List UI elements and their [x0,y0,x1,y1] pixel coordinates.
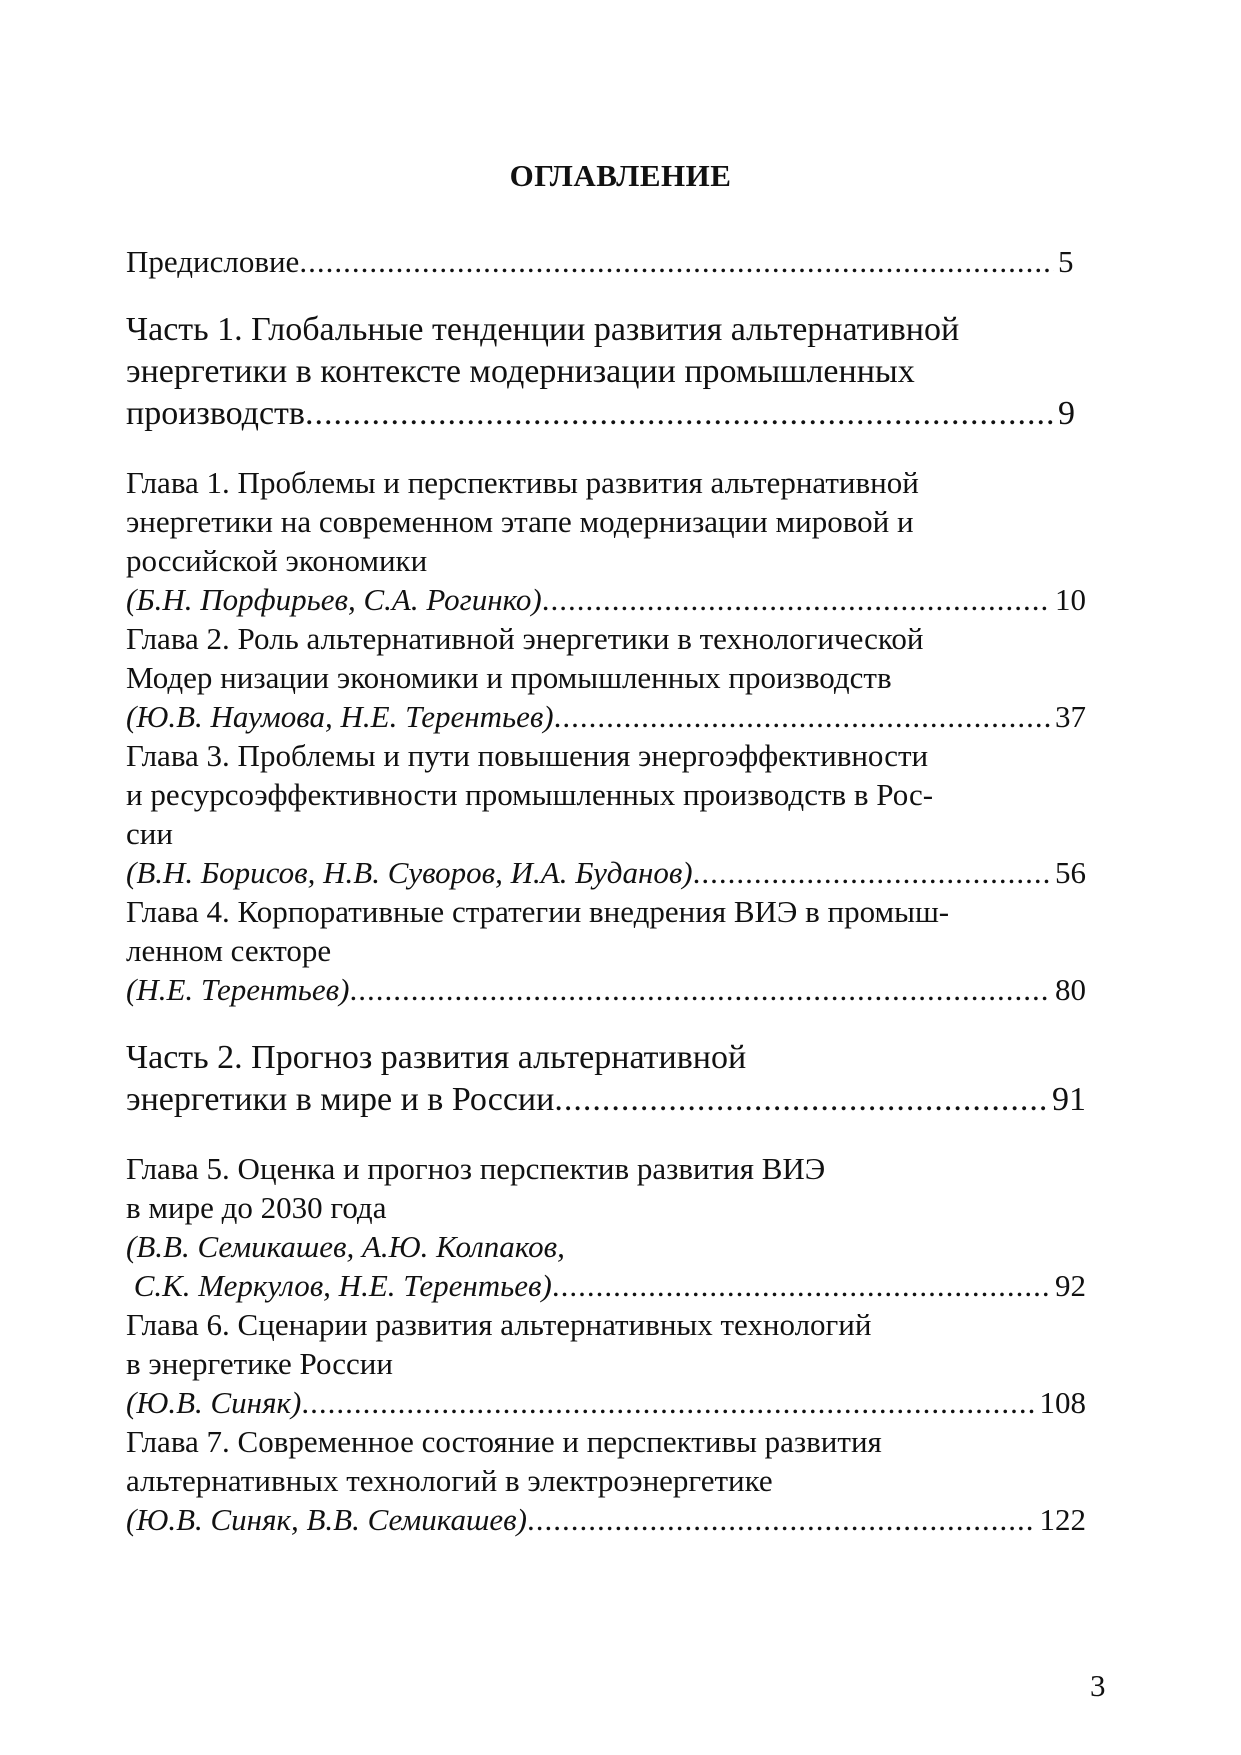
toc-entry-line: энергетики на современном этапе модернизации мировой и [126,504,914,539]
toc-entry-line: ленном секторе [126,933,332,968]
dot-leader [305,393,1054,435]
toc-entry-line: альтернативных технологий в электроэнергетике [126,1463,773,1498]
toc-page-number: 37 [1055,699,1086,734]
toc-authors: (Ю.В. Синяк) [126,1385,302,1420]
toc-authors: (Ю.В. Синяк, В.В. Семикашев) [126,1502,527,1537]
toc-entry-line: Глава 3. Проблемы и пути повышения энергоэффективности [126,738,929,773]
toc-entry-part-1[interactable] [126,309,1086,435]
dot-leader [299,242,1054,281]
dot-leader [693,853,1051,892]
toc-authors: (Б.Н. Порфирьев, С.А. Рогинко) [126,582,542,617]
toc-entry-chapter-3[interactable] [126,736,1086,892]
toc-page-number: 56 [1055,855,1086,890]
toc-page-number: 122 [1039,1502,1086,1537]
toc-entry-line: производств [126,395,305,432]
toc-authors: (Ю.В. Наумова, Н.Е. Терентьев) [126,699,554,734]
toc-page-number: 5 [1058,244,1074,279]
toc-entry-text: Предисловие [126,244,300,279]
toc-entry-line: Модер низации экономики и промышленных производств [126,660,892,695]
toc-entry-part-2[interactable] [126,1037,1086,1121]
dot-leader [542,580,1051,619]
toc-page-number: 80 [1055,972,1086,1007]
toc-authors: (Н.Е. Терентьев) [126,972,350,1007]
toc-entry-line: Глава 6. Сценарии развития альтернативных технологий [126,1307,872,1342]
toc-entry-chapter-2[interactable] [126,619,1086,736]
dot-leader [527,1500,1036,1539]
toc-entry-line: Глава 5. Оценка и прогноз перспектив развития ВИЭ [126,1151,826,1186]
toc-entry-line: Глава 7. Современное состояние и перспективы развития [126,1424,882,1459]
toc-entry-line: сии [126,816,173,851]
toc-entry-line: энергетики в контексте модернизации промышленных [126,353,915,390]
toc-entry-line: Глава 1. Проблемы и перспективы развития альтернативной [126,465,919,500]
dot-leader [349,970,1051,1009]
toc-page-number: 10 [1055,582,1086,617]
toc-entry-line: в мире до 2030 года [126,1190,387,1225]
toc-entry-line: энергетики в мире и в России [126,1081,555,1118]
toc-entry-line: Часть 2. Прогноз развития альтернативной [126,1039,747,1076]
toc-entry-chapter-1[interactable] [126,463,1086,619]
page-number: 3 [1090,1668,1106,1703]
toc-authors: (В.В. Семикашев, А.Ю. Колпаков, [126,1229,565,1264]
dot-leader [552,1266,1051,1305]
page-title: ОГЛАВЛЕНИЕ [509,158,732,193]
dot-leader [554,1079,1048,1121]
toc-entry-chapter-6[interactable] [126,1305,1086,1422]
toc-entry-preface[interactable] [126,242,1086,281]
dot-leader [301,1383,1035,1422]
toc-page-number: 91 [1052,1081,1086,1118]
table-of-contents [126,242,1086,1539]
toc-entry-line: в энергетике России [126,1346,393,1381]
toc-page-number: 108 [1039,1385,1086,1420]
toc-entry-line: Глава 4. Корпоративные стратегии внедрения ВИЭ в промыш- [126,894,950,929]
toc-entry-chapter-4[interactable] [126,892,1086,1009]
toc-authors: С.К. Меркулов, Н.Е. Терентьев) [126,1268,552,1303]
toc-authors: (В.Н. Борисов, Н.В. Суворов, И.А. Буданов) [126,855,693,890]
toc-entry-line: и ресурсоэффективности промышленных производств в Рос- [126,777,934,812]
toc-entry-chapter-7[interactable] [126,1422,1086,1539]
toc-entry-line: Часть 1. Глобальные тенденции развития альтернативной [126,311,960,348]
toc-page-number: 9 [1058,395,1075,432]
dot-leader [554,697,1051,736]
toc-entry-line: Глава 2. Роль альтернативной энергетики в технологической [126,621,924,656]
toc-entry-line: российской экономики [126,543,428,578]
toc-page-number: 92 [1055,1268,1086,1303]
toc-entry-chapter-5[interactable] [126,1149,1086,1305]
